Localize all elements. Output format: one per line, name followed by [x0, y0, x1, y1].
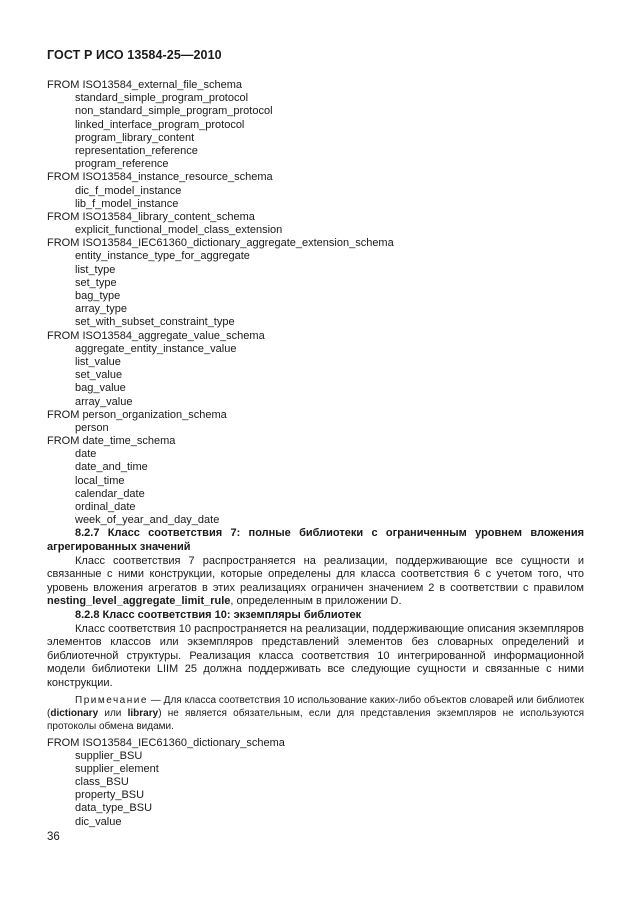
schema-entity-item: set_type [75, 276, 117, 289]
schema-entity-item: property_BSU [75, 789, 145, 802]
schema-import-list-2 [47, 737, 584, 829]
document-header: ГОСТ Р ИСО 13584-25—2010 [47, 48, 222, 62]
schema-entity-item: array_type [75, 303, 127, 316]
schema-entity-item: entity_instance_type_for_aggregate [75, 250, 250, 263]
schema-entity-item: calendar_date [75, 487, 145, 500]
schema-entity-item: array_value [75, 395, 133, 408]
schema-entity-item: aggregate_entity_instance_value [75, 342, 237, 355]
schema-from-line: FROM person_organization_schema [47, 408, 227, 421]
section-8-2-7-heading: 8.2.7 Класс соответствия 7: полные библиотеки с ограниченным уровнем вложения агрегированных значений [47, 527, 584, 553]
schema-entity-item: program_reference [75, 158, 169, 171]
section-8-2-8-paragraph: Класс соответствия 10 распространяется на реализации, поддерживающие описания экземпляров элементов классов или экземпляров представлений элементов без словарных определений и библиотечной структуры. Реализация класса соответствия 10 интегрированной информационной модели библиотеки LIIM 25 должна поддерживать все следующие сущности и связанные с ними конструкции. [47, 622, 584, 689]
schema-entity-item: list_type [75, 263, 116, 276]
page-content [47, 79, 584, 829]
schema-entity-item: supplier_BSU [75, 749, 143, 762]
note-paragraph [47, 694, 584, 733]
schema-from-line: FROM ISO13584_IEC61360_dictionary_schema [47, 736, 285, 749]
schema-entity-item: date_and_time [75, 461, 148, 474]
schema-entity-item: explicit_functional_model_class_extension [75, 224, 283, 237]
schema-entity-item: local_time [75, 474, 125, 487]
schema-entity-item: dic_value [75, 815, 122, 828]
schema-from-line: FROM ISO13584_IEC61360_dictionary_aggregate_extension_schema [47, 237, 394, 250]
schema-from-line: FROM ISO13584_instance_resource_schema [47, 171, 273, 184]
schema-entity-item: bag_value [75, 382, 126, 395]
schema-entity-item: week_of_year_and_day_date [75, 514, 220, 527]
schema-entity-item: set_value [75, 369, 123, 382]
schema-entity-item: class_BSU [75, 776, 129, 789]
schema-import-list-1 [47, 79, 584, 527]
schema-entity-item: data_type_BSU [75, 802, 153, 815]
schema-entity-item: person [75, 421, 109, 434]
schema-entity-item: lib_f_model_instance [75, 197, 179, 210]
schema-entity-item: dic_f_model_instance [75, 184, 182, 197]
schema-from-line: FROM ISO13584_external_file_schema [47, 79, 243, 91]
schema-entity-item: representation_reference [75, 144, 198, 157]
paragraph-text-end: , определенным в приложении D. [230, 595, 402, 608]
schema-entity-item: list_value [75, 355, 121, 368]
schema-from-line: FROM ISO13584_aggregate_value_schema [47, 329, 265, 342]
schema-entity-item: supplier_element [75, 762, 159, 775]
note-text-2: или [98, 707, 128, 719]
note-text-3: ) не является обязательным, если для представления экземпляров не используются протоколы обмена видами. [47, 707, 584, 732]
page-number: 36 [47, 831, 60, 843]
note-text-1: — Для класса соответствия 10 использование каких-либо объектов словарей или библиотек ( [47, 694, 584, 719]
note-label: Примечание [75, 694, 148, 706]
schema-entity-item: date [75, 448, 97, 461]
section-8-2-7-paragraph [47, 555, 584, 609]
schema-entity-item: program_library_content [75, 131, 195, 144]
section-8-2-8-heading: 8.2.8 Класс соответствия 10: экземпляры библиотек [75, 608, 362, 621]
note-term-library: library [127, 707, 159, 719]
note-term-dictionary: dictionary [50, 707, 99, 719]
paragraph-text: Класс соответствия 7 распространяется на реализации, поддерживающие все сущности и связанные с ними конструкции, которые определены для класса соответствия 6 с учетом того, что уровень вложения агрегатов в этих реализациях ограничен значением 2 в соответствии с правилом [47, 554, 584, 594]
schema-entity-item: standard_simple_program_protocol [75, 92, 249, 105]
rule-name: nesting_level_aggregate_limit_rule [47, 595, 231, 608]
schema-entity-item: set_with_subset_constraint_type [75, 316, 235, 329]
schema-from-line: FROM ISO13584_library_content_schema [47, 210, 255, 223]
schema-entity-item: bag_type [75, 290, 121, 302]
schema-entity-item: ordinal_date [75, 501, 136, 513]
schema-from-line: FROM date_time_schema [47, 435, 176, 448]
schema-entity-item: non_standard_simple_program_protocol [75, 105, 273, 118]
schema-entity-item: linked_interface_program_protocol [75, 118, 245, 131]
